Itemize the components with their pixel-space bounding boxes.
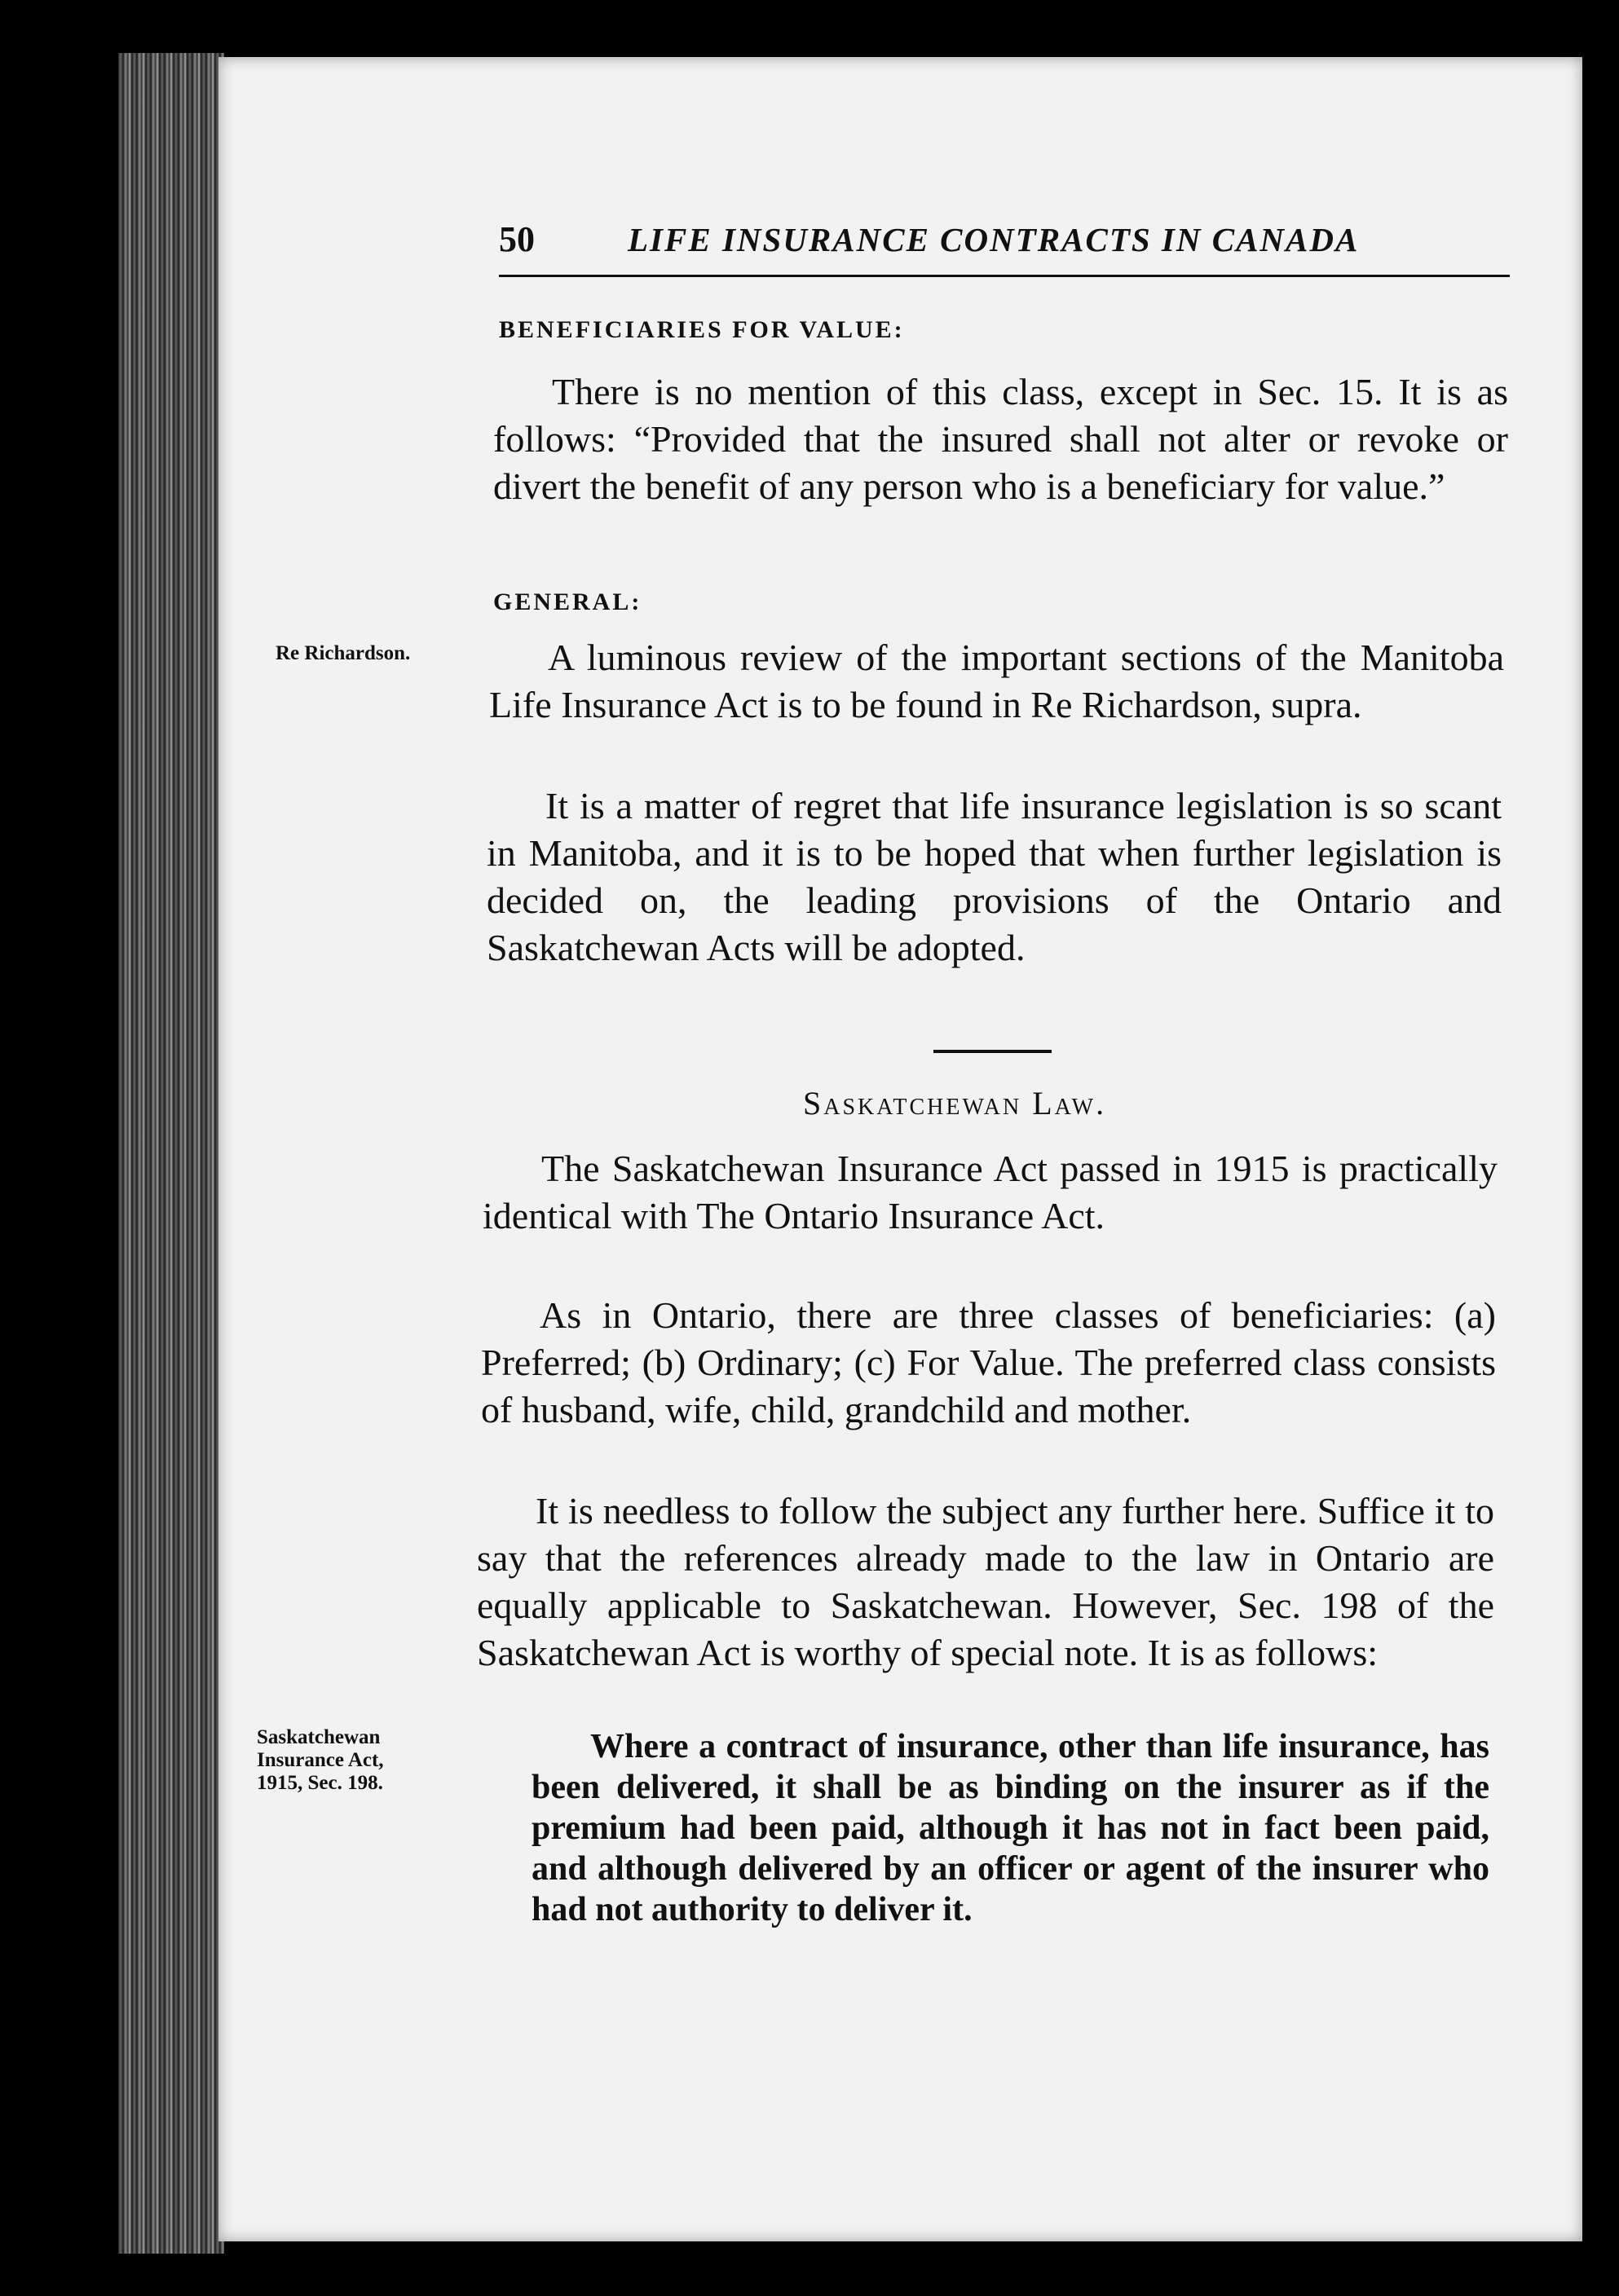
saskatchewan-paragraph-3: It is needless to follow the subject any further here. Suffice it to say that the references already made to the law in Ontario are equally applicable to Saskatchewan. However, Sec. 198 of the Saskatchewan Act is worthy of special note. It is as follows: [477,1490,1494,1673]
saskatchewan-paragraph-1: The Saskatchewan Insurance Act passed in 1915 is practically identical with The Ontario Insurance Act. [483,1148,1498,1236]
book-binding [118,53,224,2254]
section-title-saskatchewan: Saskatchewan Law. [803,1085,1107,1122]
page-number: 50 [499,219,535,259]
margin-note-saskatchewan-act [257,1726,384,1795]
beneficiaries-paragraph: There is no mention of this class, except in Sec. 15. It is as follows: “Provided that the insured shall not alter or revoke or divert the benefit of any person who is a beneficiary for value.” [493,371,1508,507]
general-paragraph-1: A luminous review of the important sections of the Manitoba Life Insurance Act is to be found in Re Richardson, supra. [489,637,1504,725]
section-divider [933,1050,1052,1053]
page-header [499,218,1510,277]
margin-note-line: Saskatchewan [257,1726,381,1748]
running-title: LIFE INSURANCE CONTRACTS IN CANADA [628,221,1360,258]
statute-quote: Where a contract of insurance, other than life insurance, has been delivered, it shall be as binding on the insurer as if the premium had been paid, although it has not in fact been paid, and although delivered by an officer or agent of the insurer who had not authority to deliver it. [532,1728,1489,1928]
margin-note-line: Insurance Act, [257,1749,384,1771]
saskatchewan-paragraph-2: As in Ontario, there are three classes of beneficiaries: (a) Preferred; (b) Ordinary; (c) For Value. The preferred class consists of husband, wife, child, grandchild and mother. [481,1294,1496,1430]
general-heading: GENERAL: [493,588,642,615]
beneficiaries-heading: BENEFICIARIES FOR VALUE: [499,316,905,343]
margin-note-re-richardson: Re Richardson. [276,642,411,664]
general-paragraph-2: It is a matter of regret that life insurance legislation is so scant in Manitoba, and it is to be hoped that when further legislation is decided on, the leading provisions of the Ontario and Saskatchewan Acts will be adopted. [487,785,1502,968]
margin-note-line: 1915, Sec. 198. [257,1772,383,1794]
